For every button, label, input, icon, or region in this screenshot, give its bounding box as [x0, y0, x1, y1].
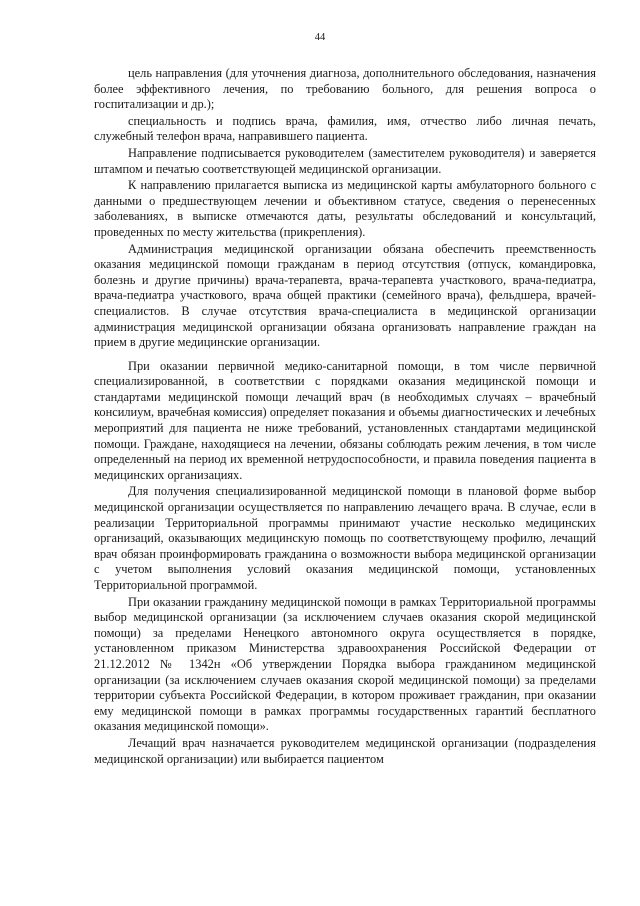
paragraph-referral-signing: Направление подписывается руководителем (заместителем руководителя) и заверяется штампом и печатью соответствующей медицинской организации.	[94, 145, 596, 176]
paragraph-specialized-care: Для получения специализированной медицинской помощи в плановой форме выбор медицинской организации осуществляется по направлению лечащего врача. В случае, если в реализации Территориальной программы принимают участие несколько медицинских организаций, оказывающих медицинскую помощь по соответствующему профилю, лечащий врач обязан проинформировать гражданина о возможности выбора медицинской организации с учетом выполнения условий оказания медицинской помощи, установленных Территориальной программой.	[94, 484, 596, 592]
paragraph-organization-choice: При оказании гражданину медицинской помощи в рамках Территориальной программы выбор медицинской организации (за исключением случаев оказания скорой медицинской помощи) за пределами Ненецкого автономного округа осуществляется в порядке, установленном приказом Министерства здравоохранения Российской Федерации от 21.12.2012 № 1342н «Об утверждении Порядка выбора гражданином медицинской организации (за исключением случаев оказания скорой медицинской помощи) за пределами территории субъекта Российской Федерации, в котором проживает гражданин, при оказании ему медицинской помощи в рамках программы государственных гарантий бесплатного оказания медицинской помощи».	[94, 594, 596, 734]
paragraph-doctor-signature: специальность и подпись врача, фамилия, имя, отчество либо личная печать, служебный телефон врача, направившего пациента.	[94, 113, 596, 144]
paragraph-administration-continuity: Администрация медицинской организации обязана обеспечить преемственность оказания медицинской помощи гражданам в период отсутствия (отпуск, командировка, болезнь и другие причины) врача-терапевта, врача-терапевта участкового, врача-педиатра, врача-педиатра участкового, врача общей практики (семейного врача), фельдшера, врачей-специалистов. В случае отсутствия врача-специалиста в медицинской организации администрация медицинской организации обязана организовать направление граждан на прием в другие медицинские организации.	[94, 241, 596, 350]
paragraph-primary-care: При оказании первичной медико-санитарной помощи, в том числе первичной специализированной, в соответствии с порядками оказания медицинской помощи и стандартами медицинской помощи лечащий врач (в необходимых случаях – врачебный консилиум, врачебная комиссия) определяет показания и объемы диагностических и лечебных мероприятий для пациента не ниже требований, установленных стандартами медицинской помощи. Граждане, находящиеся на лечении, обязаны соблюдать режим лечения, в том числе определенный на период их временной нетрудоспособности, и правила поведения пациента в медицинских организациях.	[94, 358, 596, 482]
paragraph-referral-purpose: цель направления (для уточнения диагноза, дополнительного обследования, назначения более эффективного лечения, по требованию больного, для решения вопроса о госпитализации и др.);	[94, 66, 596, 112]
document-body	[94, 66, 596, 768]
paragraph-medical-extract: К направлению прилагается выписка из медицинской карты амбулаторного больного с данными о предшествующем лечении и объективном статусе, сведения о перенесенных заболеваниях, в выписке отмечаются даты, результаты обследований и консультаций, проведенных по месту жительства (прикрепления).	[94, 178, 596, 239]
page-number: 44	[314, 32, 326, 43]
paragraph-attending-doctor: Лечащий врач назначается руководителем медицинской организации (подразделения медицинской организации) или выбирается пациентом	[94, 735, 596, 766]
